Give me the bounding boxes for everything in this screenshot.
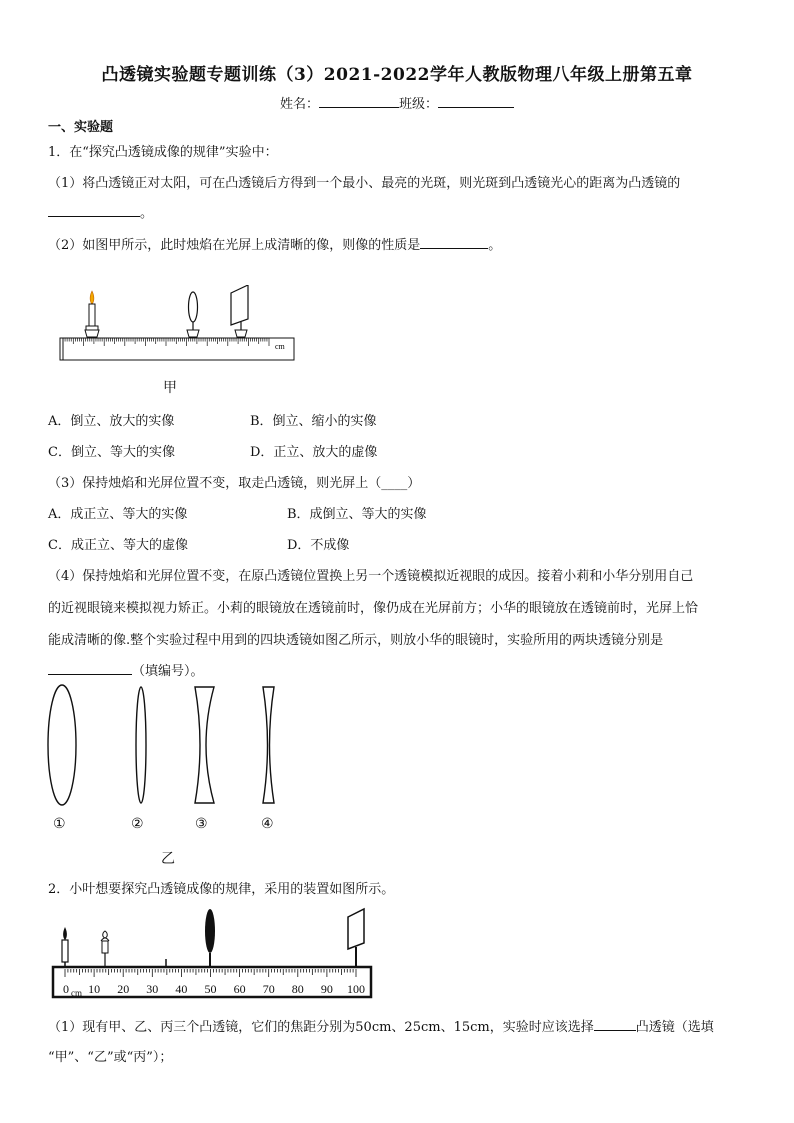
q1-part3-option-D[interactable]: D．不成像 [287, 538, 350, 553]
name-label: 姓名： [279, 97, 319, 112]
q1-part4-line3: 能成清晰的像.整个实验过程中用到的四块透镜如图乙所示，则放小华的眼镜时，实验所用的两块透镜分别是 [48, 633, 664, 648]
q1-part4-line1: （4）保持烛焰和光屏位置不变，在原凸透镜位置换上另一个透镜模拟近视眼的成因。接着小莉和小华分别用自己 [48, 569, 694, 584]
q1-stem: 1．在“探究凸透镜成像的规律”实验中： [48, 145, 278, 160]
ruler-tick-label: 0 [63, 982, 69, 996]
candle-icon [62, 927, 68, 967]
q1-part2-end: 。 [488, 238, 502, 253]
ruler-unit-label: cm [275, 342, 285, 351]
ruler-q2 [53, 967, 371, 998]
light-screen-icon [231, 285, 248, 337]
q2-part1-line2: “甲”、“乙”或“丙”）； [48, 1050, 173, 1065]
page-title: 凸透镜实验题专题训练（3）2021-2022学年人教版物理八年级上册第五章 [101, 65, 693, 85]
ruler-tick-label: 70 [262, 982, 275, 996]
figure-yi-lenses [40, 683, 290, 808]
q1-part2-blank[interactable] [420, 236, 488, 249]
figure-yi-caption: 乙 [161, 851, 175, 867]
q1-part3-option-B[interactable]: B．成倒立、等大的实像 [287, 507, 427, 522]
ruler-tick-label: 100 [347, 982, 365, 996]
ruler-tick-label: 40 [175, 982, 188, 996]
convex-lens-icon [205, 909, 215, 967]
lens-label-1: ① [53, 816, 66, 832]
q2-part1 [48, 1016, 714, 1035]
object-lamp-icon [101, 931, 109, 967]
q1-part4-line4 [48, 660, 204, 679]
convex-lens-icon [187, 292, 199, 337]
lens-label-4: ④ [261, 816, 274, 832]
ruler-jia [60, 338, 294, 360]
q1-option-D[interactable]: D．正立、放大的虚像 [250, 445, 378, 460]
q2-part1-text: （1）现有甲、乙、丙三个凸透镜，它们的焦距分别为50cm、25cm、15cm，实验时应该选择 [48, 1020, 594, 1035]
q2-part1-blank[interactable] [594, 1018, 636, 1031]
q1-part3: （3）保持烛焰和光屏位置不变，取走凸透镜，则光屏上（____） [48, 476, 421, 491]
ruler-tick-label: 10 [88, 982, 101, 996]
q1-part1 [48, 172, 680, 191]
lens-1-biconvex-icon [48, 685, 76, 805]
lens-label-2: ② [131, 816, 144, 832]
q1-part4-line2: 的近视眼镜来模拟视力矫正。小莉的眼镜放在透镜前时，像仍成在光屏前方；小华的眼镜放在透镜前时，光屏上恰 [48, 601, 699, 616]
q2-stem: 2．小叶想要探究凸透镜成像的规律，采用的装置如图所示。 [48, 882, 395, 897]
q1-part1-blank[interactable] [48, 204, 140, 217]
figure-jia-optical-bench [55, 285, 300, 365]
lens-2-thin-convex-icon [136, 687, 146, 803]
figure-q2-optical-bench [45, 905, 380, 1000]
lens-3-thick-concave-icon [195, 687, 214, 803]
figure-jia-caption: 甲 [163, 380, 177, 396]
q1-part4-end: （填编号）。 [132, 664, 204, 679]
ruler-unit-label: cm [71, 988, 82, 998]
class-blank[interactable] [438, 95, 514, 108]
q1-part1-text: （1）将凸透镜正对太阳，可在凸透镜后方得到一个最小、最亮的光斑，则光斑到凸透镜光心的距离为凸透镜的 [48, 176, 681, 191]
ruler-tick-label: 80 [291, 982, 304, 996]
q2-part1-text2: 凸透镜（选填 [635, 1020, 714, 1035]
section-heading: 一、实验题 [48, 120, 114, 135]
q1-part2 [48, 234, 501, 253]
name-class-line [0, 93, 794, 112]
name-blank[interactable] [319, 95, 399, 108]
ruler-tick-label: 30 [146, 982, 159, 996]
q1-part3-option-A[interactable]: A．成正立、等大的实像 [48, 507, 188, 522]
ruler-tick-label: 50 [204, 982, 217, 996]
lens-label-3: ③ [195, 816, 208, 832]
class-label: 班级： [399, 97, 439, 112]
q1-part3-option-C[interactable]: C．成正立、等大的虚像 [48, 538, 188, 553]
light-screen-icon [348, 909, 364, 967]
q1-option-C[interactable]: C．倒立、等大的实像 [48, 445, 175, 460]
ruler-tick-label: 90 [320, 982, 333, 996]
q1-part2-text: （2）如图甲所示，此时烛焰在光屏上成清晰的像，则像的性质是 [48, 238, 421, 253]
q1-part1-answer [48, 202, 153, 221]
candle-icon [85, 291, 99, 337]
ruler-tick-label: 20 [117, 982, 130, 996]
q1-part1-end: 。 [140, 206, 154, 221]
lens-4-thin-concave-icon [263, 687, 274, 803]
ruler-tick-label: 60 [233, 982, 246, 996]
q1-part4-blank[interactable] [48, 662, 132, 675]
q1-option-B[interactable]: B．倒立、缩小的实像 [250, 414, 377, 429]
q1-option-A[interactable]: A．倒立、放大的实像 [48, 414, 175, 429]
